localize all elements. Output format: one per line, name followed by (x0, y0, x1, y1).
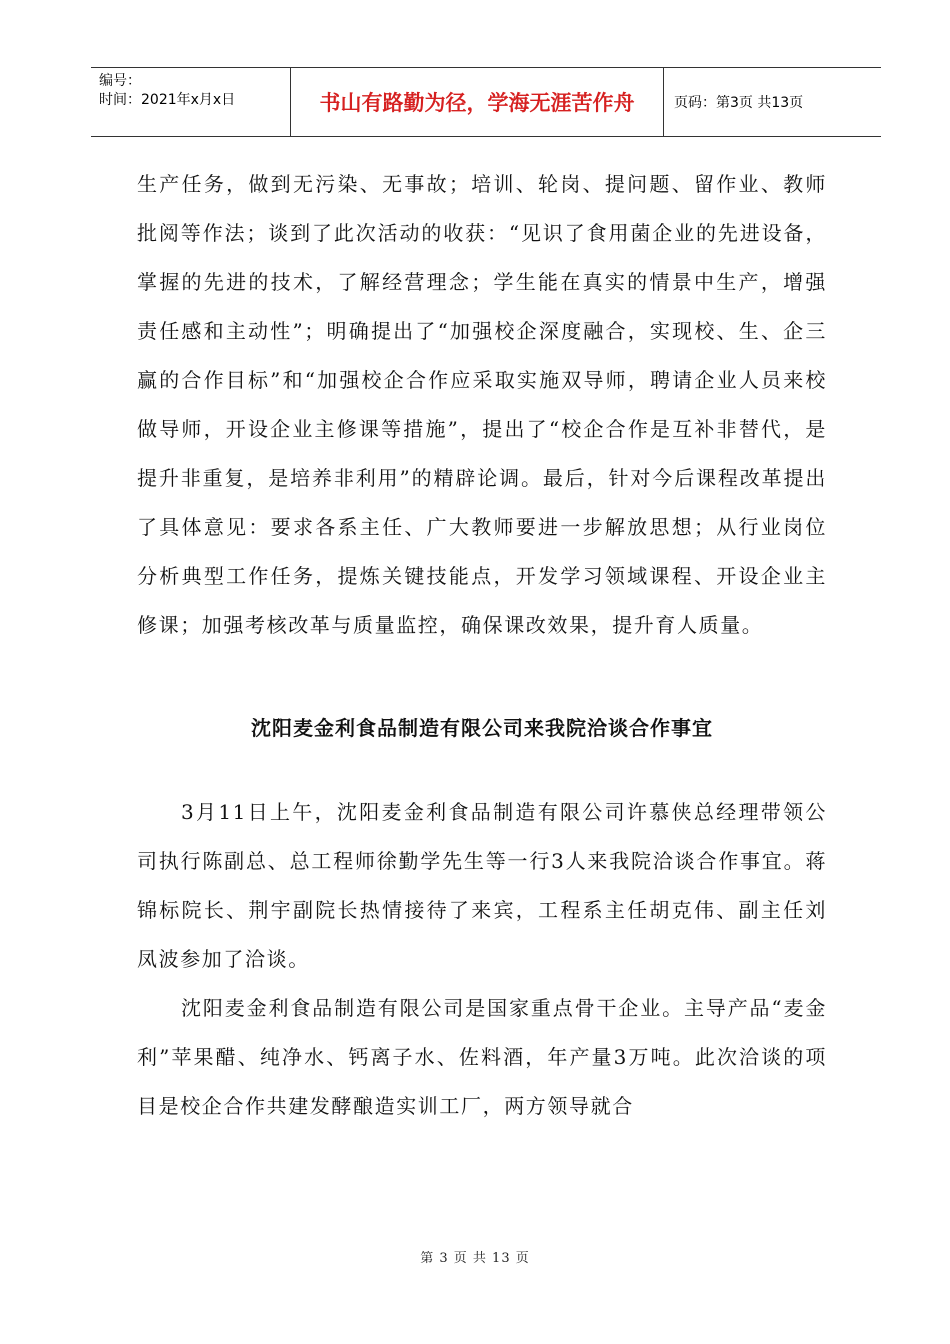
serial-label: 编号： (99, 73, 141, 89)
header-motto: 书山有路勤为径，学海无涯苦作舟 (291, 68, 664, 136)
header-page-info: 页码：第3页 共13页 (674, 95, 804, 111)
time-label: 时间：2021年x月x日 (99, 92, 236, 108)
page-header (91, 67, 881, 137)
document-body (137, 160, 827, 1131)
paragraph-1: 生产任务，做到无污染、无事故；培训、轮岗、提问题、留作业、教师批阅等作法；谈到了此次活动的收获：“见识了食用菌企业的先进设备，掌握的先进的技术，了解经营理念；学生能在真实的情景中生产，增强责任感和主动性”；明确提出了“加强校企深度融合，实现校、生、企三赢的合作目标”和“加强校企合作应采取实施双导师，聘请企业人员来校做导师，开设企业主修课等措施”，提出了“校企合作是互补非替代，是提升非重复，是培养非利用”的精辟论调。最后，针对今后课程改革提出了具体意见：要求各系主任、广大教师要进一步解放思想；从行业岗位分析典型工作任务，提炼关键技能点，开发学习领域课程、开设企业主修课；加强考核改革与质量监控，确保课改效果，提升育人质量。 (137, 172, 827, 637)
page-footer: 第 3 页 共 13 页 (420, 1251, 530, 1266)
paragraph-2: 3月11日上午，沈阳麦金利食品制造有限公司许慕侠总经理带领公司执行陈副总、总工程师徐勤学先生等一行3人来我院洽谈合作事宜。蒋锦标院长、荆宇副院长热情接待了来宾，工程系主任胡克伟、副主任刘凤波参加了洽谈。 (137, 800, 827, 971)
header-meta (91, 68, 291, 136)
paragraph-3: 沈阳麦金利食品制造有限公司是国家重点骨干企业。主导产品“麦金利”苹果醋、纯净水、钙离子水、佐料酒，年产量3万吨。此次洽谈的项目是校企合作共建发酵酿造实训工厂，两方领导就合 (137, 996, 827, 1118)
section-title: 沈阳麦金利食品制造有限公司来我院洽谈合作事宜 (251, 716, 713, 740)
